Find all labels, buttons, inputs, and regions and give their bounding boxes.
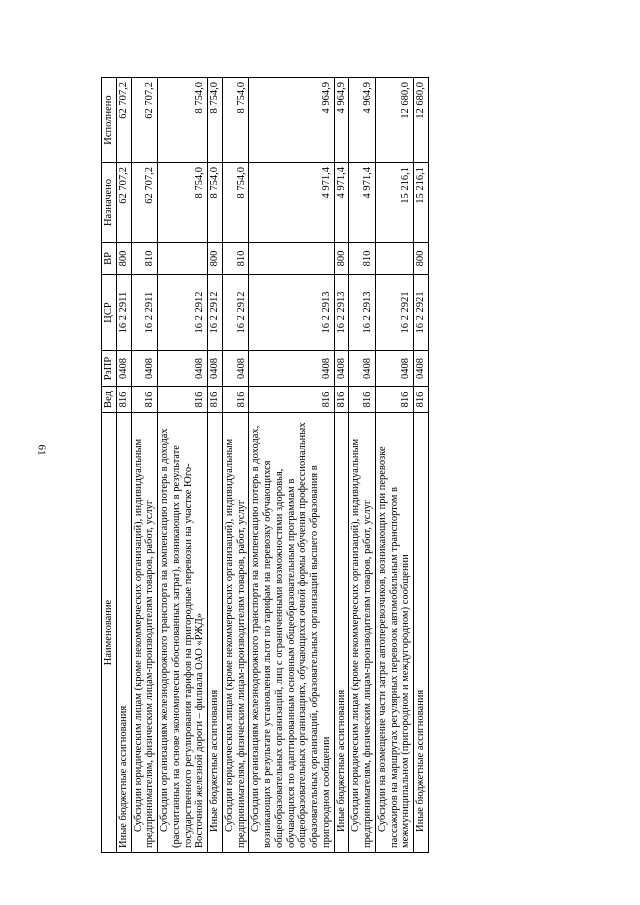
header-csr: ЦСР	[101, 274, 116, 350]
header-vr: ВР	[101, 242, 116, 274]
row-ved: 816	[157, 386, 207, 412]
rotated-table-container	[101, 78, 566, 853]
row-name: Иные бюджетные ассигнования	[334, 412, 349, 852]
row-assigned: 8 754,0	[222, 162, 249, 242]
row-vr: 800	[207, 242, 222, 274]
row-rzpr: 0408	[348, 350, 375, 386]
row-rzpr: 0408	[207, 350, 222, 386]
row-name: Субсидии юридическим лицам (кроме некоммерческих организаций), индивидуальным предпринимателям, физическим лицам-производителям товаров, работ, услуг	[222, 412, 249, 852]
table-row	[222, 77, 249, 852]
row-csr: 16 2 2911	[131, 274, 158, 350]
row-rzpr: 0408	[413, 350, 428, 386]
row-ved: 816	[248, 386, 333, 412]
row-rzpr: 0408	[334, 350, 349, 386]
row-ved: 816	[334, 386, 349, 412]
page-number: 61	[35, 444, 48, 456]
table-header-row	[101, 77, 116, 852]
row-csr: 16 2 2913	[348, 274, 375, 350]
row-assigned: 8 754,0	[157, 162, 207, 242]
row-csr: 16 2 2911	[116, 274, 131, 350]
row-csr: 16 2 2912	[207, 274, 222, 350]
row-vr	[248, 242, 333, 274]
row-csr: 16 2 2921	[413, 274, 428, 350]
row-name: Субсидии организациям железнодорожного транспорта на компенсацию потерь в доходах (рассчитанных на основе экономически обоснованных затрат), возникающих в результате государственного регулирования тарифов на пригородные перевозки на участке Юго-Восточной железной дороги – филиала ОАО «РЖД»	[157, 412, 207, 852]
table-row	[413, 77, 428, 852]
row-rzpr: 0408	[131, 350, 158, 386]
row-csr: 16 2 2912	[157, 274, 207, 350]
row-vr: 810	[131, 242, 158, 274]
table-row	[334, 77, 349, 852]
row-ved: 816	[116, 386, 131, 412]
row-vr: 810	[348, 242, 375, 274]
row-vr	[157, 242, 207, 274]
row-csr: 16 2 2913	[248, 274, 333, 350]
row-executed: 8 754,0	[207, 77, 222, 162]
row-assigned: 62 707,2	[131, 162, 158, 242]
row-assigned: 4 971,4	[348, 162, 375, 242]
table-row	[207, 77, 222, 852]
row-csr: 16 2 2921	[375, 274, 413, 350]
row-vr: 800	[413, 242, 428, 274]
row-executed: 4 964,9	[348, 77, 375, 162]
row-executed: 4 964,9	[248, 77, 333, 162]
header-executed: Исполнено	[101, 77, 116, 162]
row-ved: 816	[348, 386, 375, 412]
row-ved: 816	[375, 386, 413, 412]
header-rzpr: РзПР	[101, 350, 116, 386]
row-assigned: 62 707,2	[116, 162, 131, 242]
row-csr: 16 2 2913	[334, 274, 349, 350]
header-assigned: Назначено	[101, 162, 116, 242]
row-name: Иные бюджетные ассигнования	[207, 412, 222, 852]
header-name: Наименование	[101, 412, 116, 852]
row-ved: 816	[131, 386, 158, 412]
header-ved: Вед	[101, 386, 116, 412]
row-ved: 816	[222, 386, 249, 412]
row-ved: 816	[413, 386, 428, 412]
row-rzpr: 0408	[248, 350, 333, 386]
row-assigned: 15 216,1	[375, 162, 413, 242]
row-name: Субсидии организациям железнодорожного транспорта на компенсацию потерь в доходах, возникающих в результате установления льгот по тарифам на перевозку обучающихся общеобразовательных организаций, лиц с ограниченными возможностями здоровья, обучающихся по адаптированным основным общеобразовательным программам в общеобразовательных организациях, обучающихся очной формы обучения профессиональных образовательных организаций, образовательных организаций высшего образования в пригородном сообщении	[248, 412, 333, 852]
table-row	[375, 77, 413, 852]
row-executed: 8 754,0	[222, 77, 249, 162]
row-name: Субсидии на возмещение части затрат автоперевозчиков, возникающих при перевозке пассажиров на маршрутах регулярных перевозок автомобильным транспортом в межмуниципальном (пригородном и междугородном) сообщении	[375, 412, 413, 852]
table-row	[116, 77, 131, 852]
row-assigned: 15 216,1	[413, 162, 428, 242]
row-executed: 8 754,0	[157, 77, 207, 162]
row-name: Субсидии юридическим лицам (кроме некоммерческих организаций), индивидуальным предпринимателям, физическим лицам-производителям товаров, работ, услуг	[131, 412, 158, 852]
row-rzpr: 0408	[375, 350, 413, 386]
table-row	[131, 77, 158, 852]
row-executed: 12 680,0	[413, 77, 428, 162]
row-vr: 800	[334, 242, 349, 274]
row-executed: 62 707,2	[116, 77, 131, 162]
row-name: Субсидии юридическим лицам (кроме некоммерческих организаций), индивидуальным предпринимателям, физическим лицам-производителям товаров, работ, услуг	[348, 412, 375, 852]
row-ved: 816	[207, 386, 222, 412]
row-vr	[375, 242, 413, 274]
table-row	[248, 77, 333, 852]
row-executed: 12 680,0	[375, 77, 413, 162]
row-executed: 4 964,9	[334, 77, 349, 162]
table-row	[348, 77, 375, 852]
row-assigned: 4 971,4	[334, 162, 349, 242]
row-name: Иные бюджетные ассигнования	[413, 412, 428, 852]
row-vr: 800	[116, 242, 131, 274]
row-vr: 810	[222, 242, 249, 274]
row-assigned: 8 754,0	[207, 162, 222, 242]
row-rzpr: 0408	[157, 350, 207, 386]
budget-table	[101, 77, 429, 853]
row-rzpr: 0408	[222, 350, 249, 386]
row-executed: 62 707,2	[131, 77, 158, 162]
row-name: Иные бюджетные ассигнования	[116, 412, 131, 852]
row-csr: 16 2 2912	[222, 274, 249, 350]
table-row	[157, 77, 207, 852]
row-rzpr: 0408	[116, 350, 131, 386]
row-assigned: 4 971,4	[248, 162, 333, 242]
